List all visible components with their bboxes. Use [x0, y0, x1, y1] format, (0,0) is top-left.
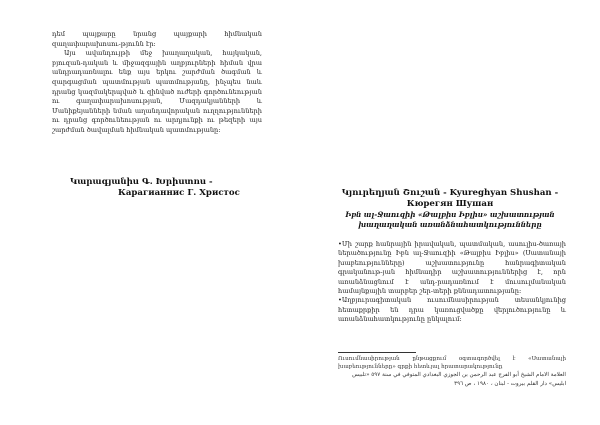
author-heading-line-1: Կյուրեղյան Շուշան - Kyureghyan Shushan - [341, 188, 559, 198]
article-title-line-2: խաղաղական առանձնահատկությունները [358, 220, 542, 229]
right-heading-block [330, 188, 570, 230]
article-title-line-1: Իբն ալ-Ջաուզիի «Թալբիս Իբլիս» աշխատության [345, 210, 555, 219]
author-heading-armenian: Կարագյանիս Գ. Խրիստոս - [70, 177, 213, 187]
right-paragraph-1: •Մի շարք հանրային իրավական, պատմական, ասուլիս-ծառայի ներածությունը Իբն ալ-Ջաուզիի «Թալբիս Իբլիս» (Սատանայի խաբեությունները) աշխատությունը հանրագիտական գրականութ-յան հիմնադիր աշխատություններից է, որն առանձնացնում է անդ-րադառնում է մուսուլմանական համայնքային տարբեր շեր-տերի քննադատությանը: [338, 240, 566, 296]
footnote [338, 355, 566, 388]
left-body-text [52, 30, 262, 136]
author-heading-line-2: Кюрегян Шушан [406, 199, 494, 209]
left-paragraph-2: Այս ավանդույթի մեջ խաղաղական, հայկական, բյուզան-դական և միջազգային աղբյուրների հիման վրա անդրադառնալու ենք այս երկու շարժման ծագման և զարգացման պատմության պատմությանը, ինչպես նաև դրանց կազմակերպված և զինված ուժերի գործունեության ու գաղափարախոսության, Մազդակյանների և Մանիքեյանների նման աղանդավորական ուղղությունների ու դրանց գործունեության ու արդյունքի ու թեզերի այս շարժման ծավալման հիմնական պատմությանը: [52, 49, 262, 134]
footnote-line-3: ابليس» دار القلم بيروت - لبنان ، ١٩٨٠ ، ص ٣٩٦ [454, 380, 566, 387]
footnote-divider [338, 352, 416, 353]
author-heading-russian: Карагианнис Г. Христос [118, 188, 240, 198]
right-paragraph-2: •Աղբյուրագիտական ուսումնասիրության տեսանկյունից հետաքրքիր են դրա կառուցվածքը վերլուծությունը և առանձնահատկությունը ընկալում: [338, 296, 566, 324]
footnote-line-2: العلامة الامام الشيخ أبو الفرج عبد الرحمن بن الجوزي البغدادي المتوفي في سنة ٥٩٧ «تلبيس [352, 372, 566, 379]
right-body-text [338, 240, 566, 325]
left-paragraph-1: դեմ պայքարը նրանց պայքարի հիմնական զաղափարախոսու-թյունն էր: [52, 30, 262, 48]
footnote-line-1: Ուսումնասիրության ընթացքում օգտագործվել է «Սատանայի խաբեությունները» գրքի հետևյալ հրատարակությունը [338, 356, 566, 371]
